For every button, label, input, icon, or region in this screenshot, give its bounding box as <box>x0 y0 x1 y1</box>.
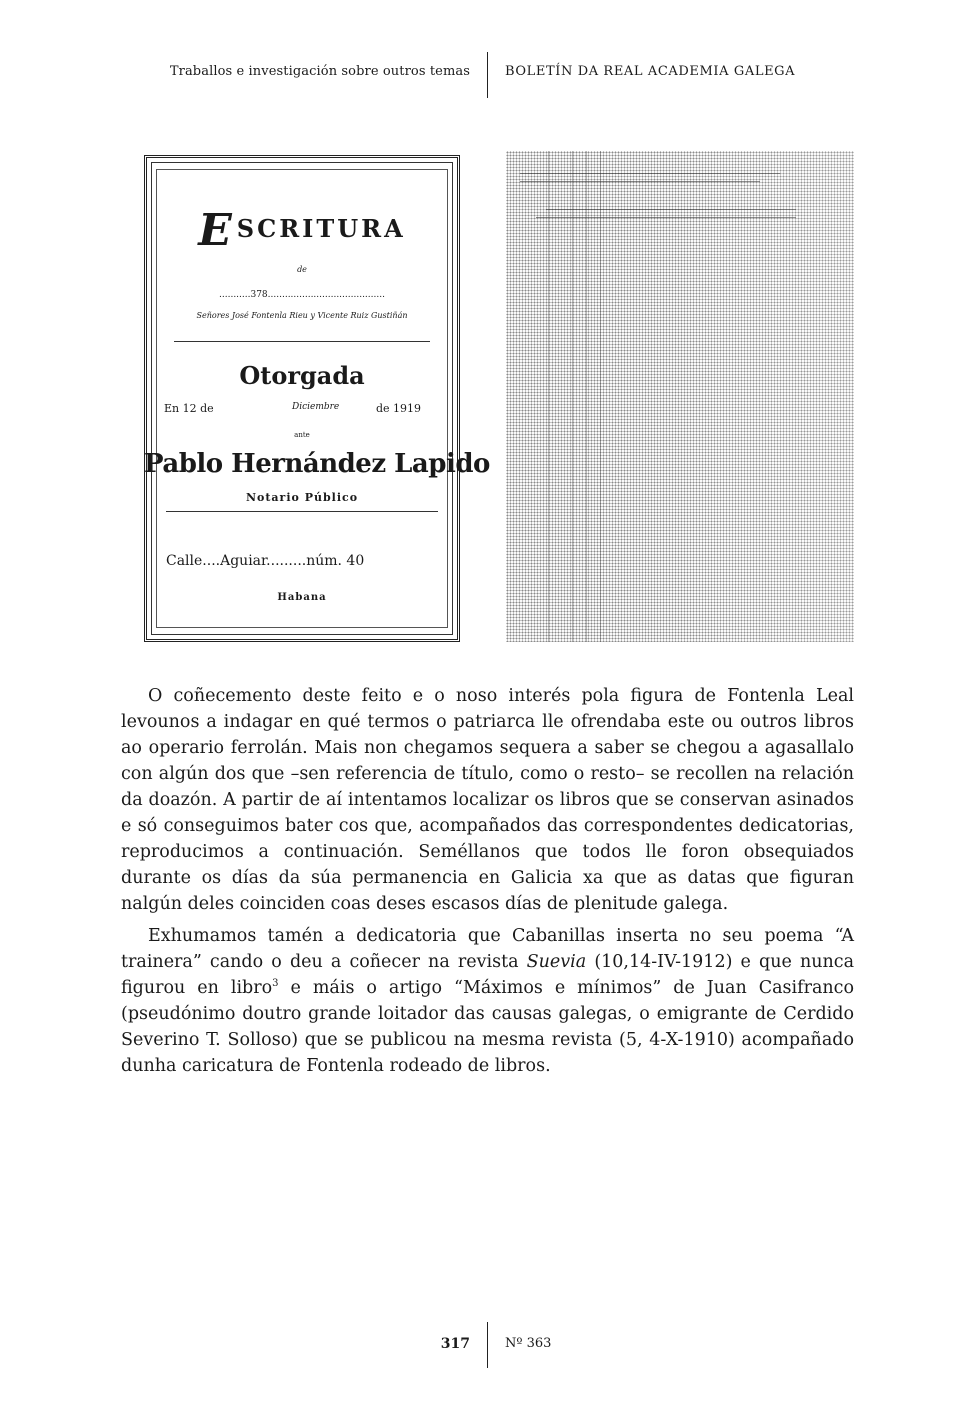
document-ante: ante <box>294 431 310 439</box>
document-number-line: ...........378......................................... <box>219 290 385 300</box>
list-column-rule <box>572 151 573 642</box>
running-header-journal: BOLETÍN DA REAL ACADEMIA GALEGA <box>505 64 796 79</box>
paragraph: O coñecemento deste feito e o noso interés pola figura de Fontenla Leal levounos a indagar en qué termos o patriarca lle ofrendaba este ou outros libros ao operario ferrolán. Mais non chegamos sequera a saber se chegou a agasallalo con algún dos que –sen referencia de título, como o resto– se recollen na relación da doazón. A partir de aí intentamos localizar os libros que se conservan asinados e só conseguimos bater cos que, acompañados das correspondentes dedicatorias, reproducimos a continuación. Seméllanos que todos lle foron obsequiados durante os días da súa permanencia en Galicia xa que as datas que figuran nalgún deles coinciden coas deses escasos días de plenitude galega. <box>121 686 854 914</box>
list-column-rule <box>600 151 601 642</box>
document-street: Calle....Aguiar.........núm. 40 <box>166 553 365 569</box>
list-fade <box>666 151 854 642</box>
journal-title: Suevia <box>526 952 587 972</box>
paragraph-text: (10,14-IV-1912) e que nunca figurou en libro <box>121 952 854 998</box>
document-otorgada: Otorgada <box>239 361 365 390</box>
footnote-ref: 3 <box>272 978 279 990</box>
issue-number: Nº 363 <box>505 1336 552 1351</box>
list-column-rule <box>586 151 587 642</box>
article-body <box>121 683 854 1085</box>
escritura-document-image <box>144 155 490 642</box>
document-date-year: de 1919 <box>376 402 422 415</box>
page-number: 317 <box>440 1336 470 1352</box>
document-title-initial: E <box>198 205 235 256</box>
paragraph <box>121 923 854 1079</box>
document-de: de <box>297 265 307 274</box>
running-header-section: Traballos e investigación sobre outros temas <box>169 64 470 79</box>
document-notary-title: Notario Público <box>245 491 359 504</box>
donation-list-image <box>506 151 854 642</box>
paragraph-text: Exhumamos tamén a dedicatoria que Cabanillas inserta no seu poema “A trainera” cando o deu a coñecer na revista <box>121 926 854 972</box>
document-rule <box>166 511 438 512</box>
document-notary-name: Pablo Hernández Lapido <box>144 449 490 479</box>
document-city: Habana <box>277 592 327 603</box>
header-divider <box>487 52 488 98</box>
document-rule <box>174 341 430 342</box>
document-parties: Señores José Fontenla Rieu y Vicente Ruiz Gustiñán <box>196 311 408 320</box>
paragraph-text: e máis o artigo “Máximos e mínimos” de Juan Casifranco (pseudónimo doutro grande loitador das causas galegas, o emigrante de Cerdido Severino T. Solloso) que se publicou na mesma revista (5, 4-X-1910) acompañado dunha caricatura de Fontenla rodeado de libros. <box>121 978 854 1076</box>
document-date-month: Diciembre <box>292 402 340 412</box>
list-column-rule <box>548 151 549 642</box>
document-title-rest: SCRITURA <box>236 214 406 243</box>
footer-divider <box>487 1322 488 1368</box>
document-title <box>144 205 460 256</box>
document-date-day: En 12 de <box>164 402 214 415</box>
